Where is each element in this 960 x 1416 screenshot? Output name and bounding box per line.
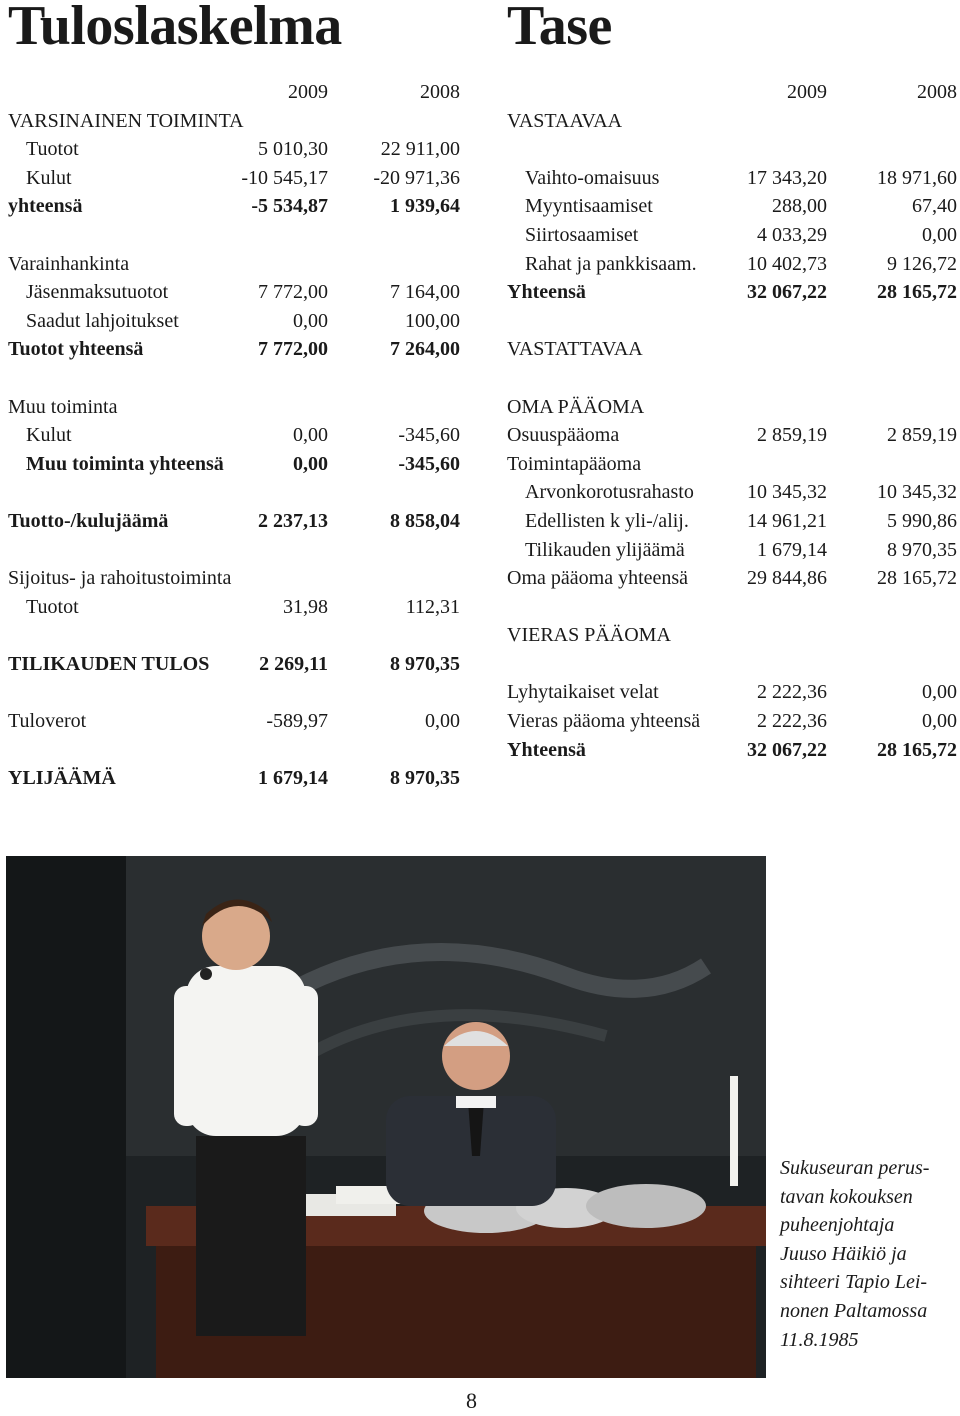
value-2008: 22 911,00 <box>380 138 460 161</box>
table-row <box>8 536 468 565</box>
value-2008: 8 970,35 <box>390 652 460 675</box>
photo-caption: Sukuseuran perus- tavan kokouksen puheenjohtaja Juuso Häikiö ja sihteeri Tapio Lei- nonen Paltamossa 11.8.1985 <box>780 1157 930 1351</box>
tase-title: Tase <box>507 0 612 57</box>
value-2008: 8 970,35 <box>887 538 957 561</box>
table-row <box>507 164 959 193</box>
table-row <box>8 364 468 393</box>
table-row <box>507 650 959 679</box>
row-label: Kulut <box>26 166 72 189</box>
table-row <box>8 278 468 307</box>
row-label: Edellisten k yli-/alij. <box>525 509 689 532</box>
value-2009: 2009 <box>787 81 827 103</box>
table-row <box>8 593 468 622</box>
value-2009: 29 844,86 <box>747 567 827 590</box>
value-2008: 10 345,32 <box>877 481 957 504</box>
row-label: YLIJÄÄMÄ <box>8 767 116 790</box>
row-label: Siirtosaamiset <box>525 223 639 246</box>
value-2008: -20 971,36 <box>373 166 460 189</box>
row-label: Osuuspääoma <box>507 424 620 447</box>
table-row <box>507 507 959 536</box>
table-row <box>8 764 468 793</box>
row-label: OMA PÄÄOMA <box>507 395 645 418</box>
value-2009: 14 961,21 <box>747 509 827 532</box>
row-label: Tuotto-/kulujäämä <box>8 509 169 532</box>
row-label: Jäsenmaksutuotot <box>26 281 169 304</box>
value-2009: -589,97 <box>266 710 328 733</box>
value-2009: 0,00 <box>293 452 328 475</box>
table-row <box>507 621 959 650</box>
row-label: Myyntisaamiset <box>525 195 653 218</box>
value-2009: 1 679,14 <box>757 538 827 561</box>
row-label: Vieras pääoma yhteensä <box>507 710 701 733</box>
row-label: Tuloverot <box>8 710 87 733</box>
value-2008: 28 165,72 <box>877 567 957 590</box>
value-2009: 2 222,36 <box>757 681 827 704</box>
value-2008: 0,00 <box>922 223 957 246</box>
table-row <box>507 393 959 422</box>
value-2008: 7 164,00 <box>390 281 460 304</box>
value-2009: 32 067,22 <box>747 738 827 761</box>
row-label: Yhteensä <box>507 738 586 761</box>
table-row <box>507 135 959 164</box>
row-label: Muu toiminta <box>8 395 118 418</box>
value-2009: 0,00 <box>293 424 328 447</box>
value-2008: 5 990,86 <box>887 509 957 532</box>
value-2008: 2008 <box>420 81 460 103</box>
value-2008: 2008 <box>917 81 957 103</box>
row-label: Tuotot <box>26 595 79 618</box>
table-row <box>507 364 959 393</box>
value-2008: 28 165,72 <box>877 738 957 761</box>
value-2008: 0,00 <box>922 681 957 704</box>
value-2009: 31,98 <box>283 595 328 618</box>
row-label: VARSINAINEN TOIMINTA <box>8 109 244 132</box>
value-2008: 8 858,04 <box>390 509 460 532</box>
row-label: Muu toiminta yhteensä <box>26 452 224 475</box>
table-row <box>507 536 959 565</box>
value-2009: 5 010,30 <box>258 138 328 161</box>
value-2008: -345,60 <box>398 424 460 447</box>
row-label: yhteensä <box>8 195 83 218</box>
table-row <box>507 107 959 136</box>
table-row <box>507 278 959 307</box>
table-row <box>507 78 959 107</box>
value-2009: 32 067,22 <box>747 281 827 304</box>
table-row <box>507 564 959 593</box>
table-row <box>507 221 959 250</box>
page-number: 8 <box>466 1388 477 1413</box>
value-2009: 2 222,36 <box>757 710 827 733</box>
value-2009: 7 772,00 <box>258 338 328 361</box>
value-2008: -345,60 <box>398 452 460 475</box>
table-row <box>507 250 959 279</box>
table-row <box>8 707 468 736</box>
value-2008: 1 939,64 <box>390 195 460 218</box>
value-2009: 4 033,29 <box>757 223 827 246</box>
value-2008: 9 126,72 <box>887 252 957 275</box>
value-2009: 2 859,19 <box>757 424 827 447</box>
table-row <box>507 707 959 736</box>
row-label: Vaihto-omaisuus <box>525 166 660 189</box>
value-2008: 67,40 <box>912 195 957 218</box>
table-row <box>8 107 468 136</box>
value-2008: 2 859,19 <box>887 424 957 447</box>
table-row <box>8 507 468 536</box>
table-row <box>8 478 468 507</box>
value-2009: 2 237,13 <box>258 509 328 532</box>
table-row <box>507 421 959 450</box>
table-row <box>8 135 468 164</box>
row-label: Tilikauden ylijäämä <box>525 538 685 561</box>
value-2009: 288,00 <box>772 195 827 218</box>
row-label: VIERAS PÄÄOMA <box>507 624 671 647</box>
row-label: Toimintapääoma <box>507 452 642 475</box>
table-row <box>507 593 959 622</box>
row-label: Yhteensä <box>507 281 586 304</box>
value-2009: 17 343,20 <box>747 166 827 189</box>
table-row <box>8 164 468 193</box>
row-label: Lyhytaikaiset velat <box>507 681 659 704</box>
table-row <box>8 335 468 364</box>
table-row <box>8 650 468 679</box>
table-row <box>8 307 468 336</box>
row-label: Kulut <box>26 424 72 447</box>
table-row <box>8 421 468 450</box>
row-label: Saadut lahjoitukset <box>26 309 179 332</box>
row-label: Oma pääoma yhteensä <box>507 567 689 590</box>
value-2009: -5 534,87 <box>251 195 328 218</box>
value-2008: 112,31 <box>405 595 460 618</box>
value-2009: 2009 <box>288 81 328 103</box>
row-label: VASTAAVAA <box>507 109 623 132</box>
row-label: Arvonkorotusrahasto <box>525 481 694 504</box>
row-label: Rahat ja pankkisaam. <box>525 252 697 275</box>
table-row <box>8 78 468 107</box>
table-row <box>8 564 468 593</box>
table-row <box>507 192 959 221</box>
row-label: Varainhankinta <box>8 252 130 275</box>
value-2008: 0,00 <box>922 710 957 733</box>
value-2009: 1 679,14 <box>258 767 328 790</box>
table-row <box>8 250 468 279</box>
income-statement-table <box>8 78 468 793</box>
table-row <box>507 736 959 765</box>
table-row <box>8 393 468 422</box>
table-row <box>8 736 468 765</box>
row-label: TILIKAUDEN TULOS <box>8 652 210 675</box>
value-2009: 7 772,00 <box>258 281 328 304</box>
value-2009: 0,00 <box>293 309 328 332</box>
value-2009: 10 402,73 <box>747 252 827 275</box>
row-label: Tuotot <box>26 138 79 161</box>
tuloslaskelma-title: Tuloslaskelma <box>8 0 342 57</box>
meeting-photo <box>6 856 766 1378</box>
value-2008: 28 165,72 <box>877 281 957 304</box>
value-2009: -10 545,17 <box>241 166 328 189</box>
table-row <box>8 450 468 479</box>
table-row <box>507 307 959 336</box>
value-2008: 100,00 <box>405 309 460 332</box>
value-2008: 7 264,00 <box>390 338 460 361</box>
row-label: Tuotot yhteensä <box>8 338 144 361</box>
value-2008: 18 971,60 <box>877 166 957 189</box>
table-row <box>507 478 959 507</box>
value-2009: 10 345,32 <box>747 481 827 504</box>
table-row <box>8 621 468 650</box>
value-2009: 2 269,11 <box>259 652 328 675</box>
balance-sheet-table <box>507 78 959 764</box>
table-row <box>8 221 468 250</box>
table-row <box>507 450 959 479</box>
table-row <box>507 678 959 707</box>
table-row <box>8 678 468 707</box>
row-label: VASTATTAVAA <box>507 338 643 361</box>
row-label: Sijoitus- ja rahoitustoiminta <box>8 567 232 590</box>
table-row <box>507 335 959 364</box>
value-2008: 0,00 <box>425 710 460 733</box>
value-2008: 8 970,35 <box>390 767 460 790</box>
table-row <box>8 192 468 221</box>
